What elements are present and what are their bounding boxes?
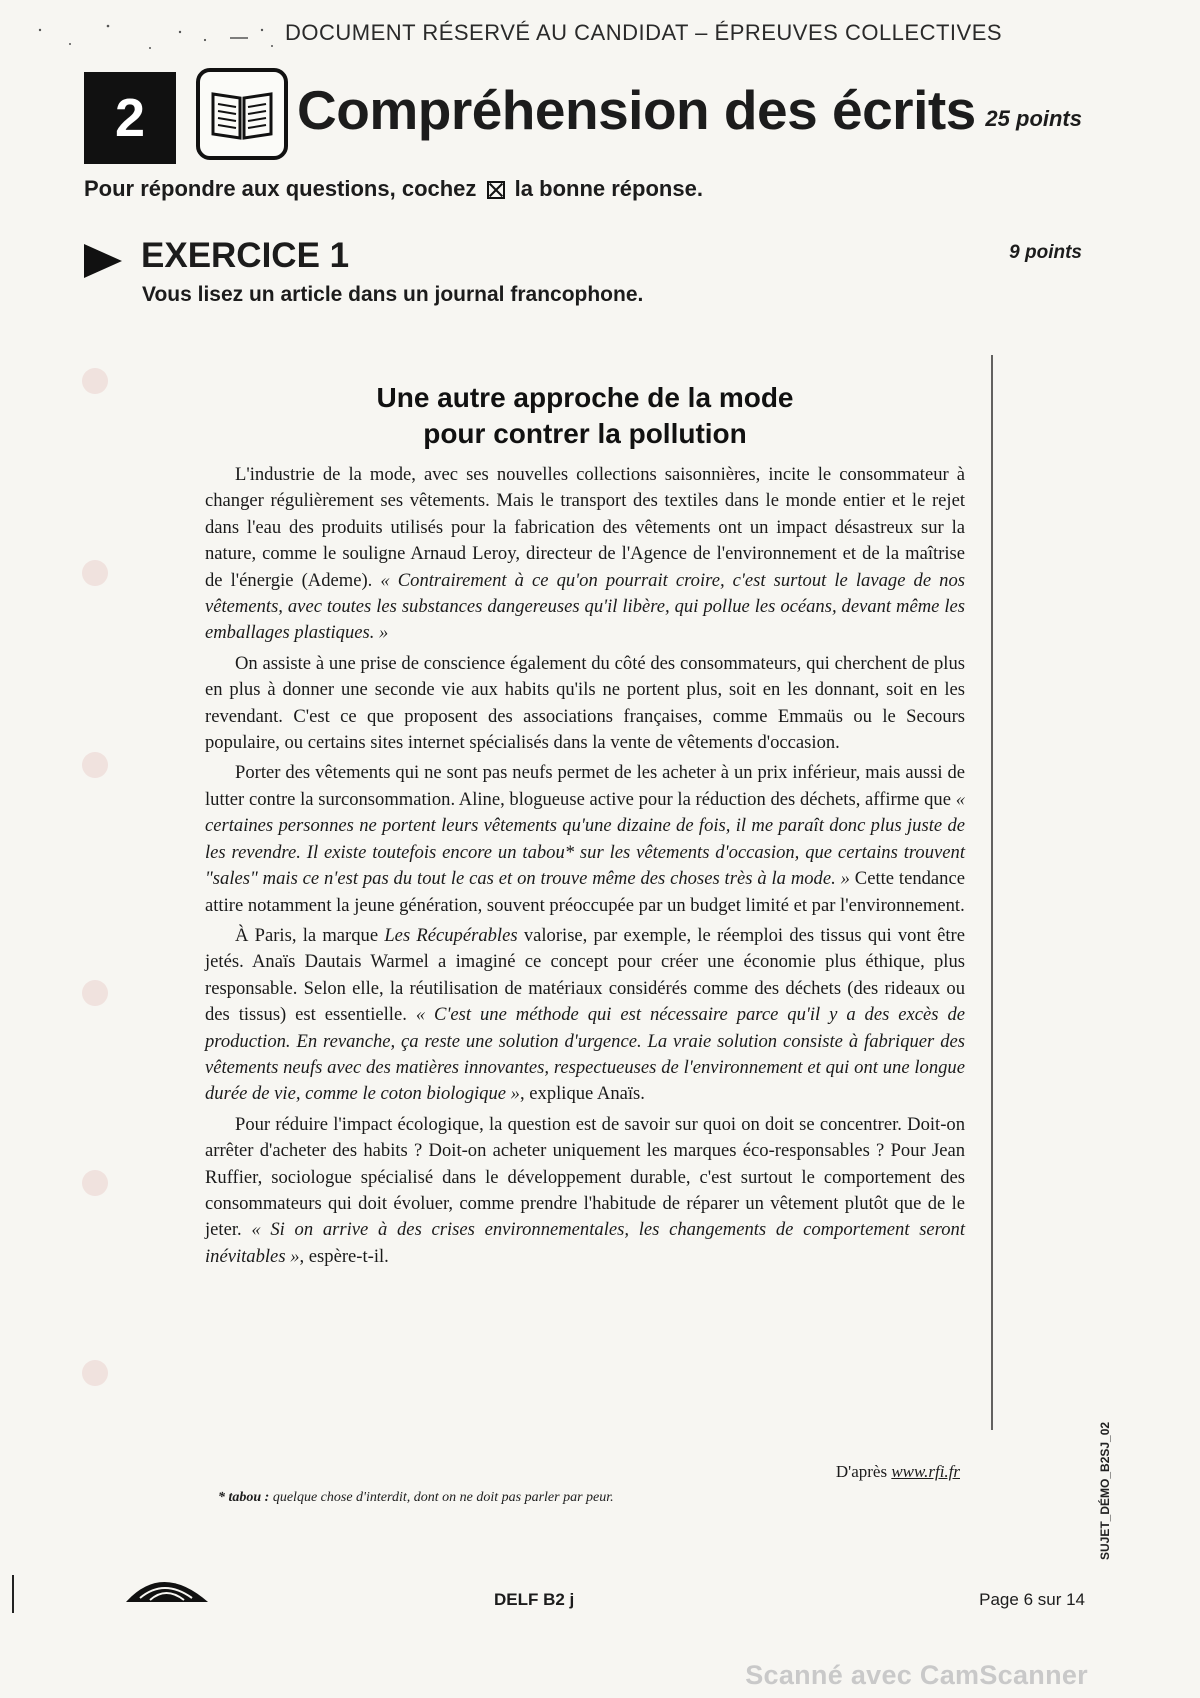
article-paragraph — [205, 760, 965, 918]
exercise-points: 9 points — [1009, 242, 1082, 263]
bleed-mark — [82, 1170, 108, 1196]
bleed-mark — [82, 752, 108, 778]
scanner-watermark: Scanné avec CamScanner — [745, 1660, 1088, 1690]
france-education-logo-icon — [122, 1568, 212, 1608]
play-arrow-icon — [84, 244, 122, 278]
bleed-mark — [82, 980, 108, 1006]
paragraph-text: On assiste à une prise de conscience également du côté des consommateurs, qui cherchent de plus en plus à donner une seconde vie aux habits qu'ils ne portent plus, soit en les donnant, soit en les revendant. C'est ce que proposent des associations françaises, comme Emmaüs ou le Secours populaire, ou certains sites internet spécialisés dans la vente de vêtements d'occasion. — [205, 652, 965, 754]
footnote-term: * tabou : — [218, 1490, 270, 1505]
bleed-mark — [82, 1360, 108, 1386]
paragraph-text: , espère-t-il. — [299, 1245, 389, 1267]
article-paragraph — [205, 923, 965, 1108]
bleed-mark — [82, 560, 108, 586]
article-paragraph — [205, 1112, 965, 1270]
paragraph-quote: « Contrairement à ce qu'on pourrait croire, c'est surtout le lavage de nos vêtements, avec toutes les substances dangereuses qu'il libère, qui pollue les océans, devant même les emballages plastiques. » — [205, 569, 965, 644]
exercise-title: EXERCICE 1 — [141, 236, 350, 275]
instruction-text-before: Pour répondre aux questions, cochez — [84, 176, 477, 201]
section-title: Compréhension des écrits — [297, 79, 976, 141]
bleed-mark — [82, 368, 108, 394]
article-paragraph — [205, 651, 965, 757]
article-paragraph — [205, 462, 965, 647]
paragraph-text: Porter des vêtements qui ne sont pas neufs permet de les acheter à un prix inférieur, mais aussi de lutter contre la surconsommation. Aline, blogueuse active pour la réduction des déchets, affirme que — [205, 762, 965, 810]
brand-name: Les Récupérables — [384, 924, 518, 946]
section-points: 25 points — [985, 106, 1082, 131]
open-book-icon — [196, 68, 288, 160]
article-source — [836, 1462, 960, 1482]
margin-mark — [12, 1575, 14, 1613]
paragraph-quote: « Si on arrive à des crises environnementales, les changements de comportement seront inévitables » — [205, 1219, 965, 1267]
article-right-rule — [991, 355, 993, 1430]
exercise-intro: Vous lisez un article dans un journal francophone. — [142, 283, 644, 306]
paragraph-text: À Paris, la marque — [235, 924, 379, 946]
answer-instruction — [84, 176, 703, 202]
paragraph-text: , explique Anaïs. — [519, 1083, 645, 1105]
paragraph-text: L'industrie de la mode, avec ses nouvelles collections saisonnières, incite le consommateur à changer régulièrement ses vêtements. Mais le transport des textiles dans le monde entier et le rejet dans l'eau des produits utilisés pour la fabrication des vêtements ont un impact désastreux sur la nature, comme le souligne Arnaud Leroy, directeur de l'Agence de l'environnement et de la maîtrise de l'énergie (Ademe). — [205, 464, 965, 591]
checked-box-icon — [487, 181, 505, 199]
footnote — [218, 1490, 614, 1506]
paragraph-quote: « certaines personnes ne portent leurs vêtements qu'une dizaine de fois, il me paraît donc plus juste de les revendre. Il existe toutefois encore un tabou* sur les vêtements d'occasion, que certains trouvent "sales" mais ce n'est pas du tout le cas et on trouve même des choses très à la mode. » — [205, 788, 965, 890]
instruction-text-after: la bonne réponse. — [514, 176, 703, 201]
reserved-document-label: DOCUMENT RÉSERVÉ AU CANDIDAT – ÉPREUVES COLLECTIVES — [285, 20, 1003, 45]
document-code: SUJET_DÉMO_B2SJ_02 — [1098, 1421, 1112, 1560]
paragraph-quote: « C'est une méthode qui est nécessaire parce qu'il y a des excès de production. En revanche, ça reste une solution d'urgence. La vraie solution consiste à fabriquer des vêtements neufs avec des matières innovantes, respectueuses de l'environnement et qui ont une longue durée de vie, comme le coton biologique » — [205, 1004, 965, 1105]
source-link[interactable]: www.rfi.fr — [891, 1462, 960, 1481]
article-title — [205, 380, 965, 452]
scan-noise — [30, 18, 280, 58]
exam-level-label: DELF B2 j — [494, 1590, 575, 1609]
footnote-definition: quelque chose d'interdit, dont on ne doit pas parler par peur. — [272, 1490, 614, 1505]
article-title-line1: Une autre approche de la mode — [376, 382, 794, 413]
paragraph-text: valorise, par exemple, le réemploi des tissus qui vont être jetés. Anaïs Dautais Warmel a imaginé ce concept pour créer une économie plus éthique, plus responsable. Selon elle, la réutilisation de matériaux considérés comme des déchets (des rideaux ou des tissus) est essentielle. — [205, 924, 965, 1026]
paragraph-text: Cette tendance attire notamment la jeune génération, souvent préoccupée par un budget limité et par l'environnement. — [205, 868, 965, 916]
paragraph-text: Pour réduire l'impact écologique, la question est de savoir sur quoi on doit se concentrer. Doit-on arrêter d'acheter des habits ? Doit-on acheter uniquement les marques éco-responsables ? Pour Jean Ruffier, sociologue spécialisé dans le développement durable, c'est surtout le comportement des consommateurs qui doit évoluer, comme prendre l'habitude de réparer un vêtement plutôt que de le jeter. — [205, 1113, 965, 1241]
article-title-line2: pour contrer la pollution — [423, 418, 747, 449]
page-number: Page 6 sur 14 — [979, 1590, 1085, 1609]
section-number-badge: 2 — [84, 72, 176, 164]
source-prefix: D'après — [835, 1462, 888, 1481]
article — [205, 380, 965, 1274]
